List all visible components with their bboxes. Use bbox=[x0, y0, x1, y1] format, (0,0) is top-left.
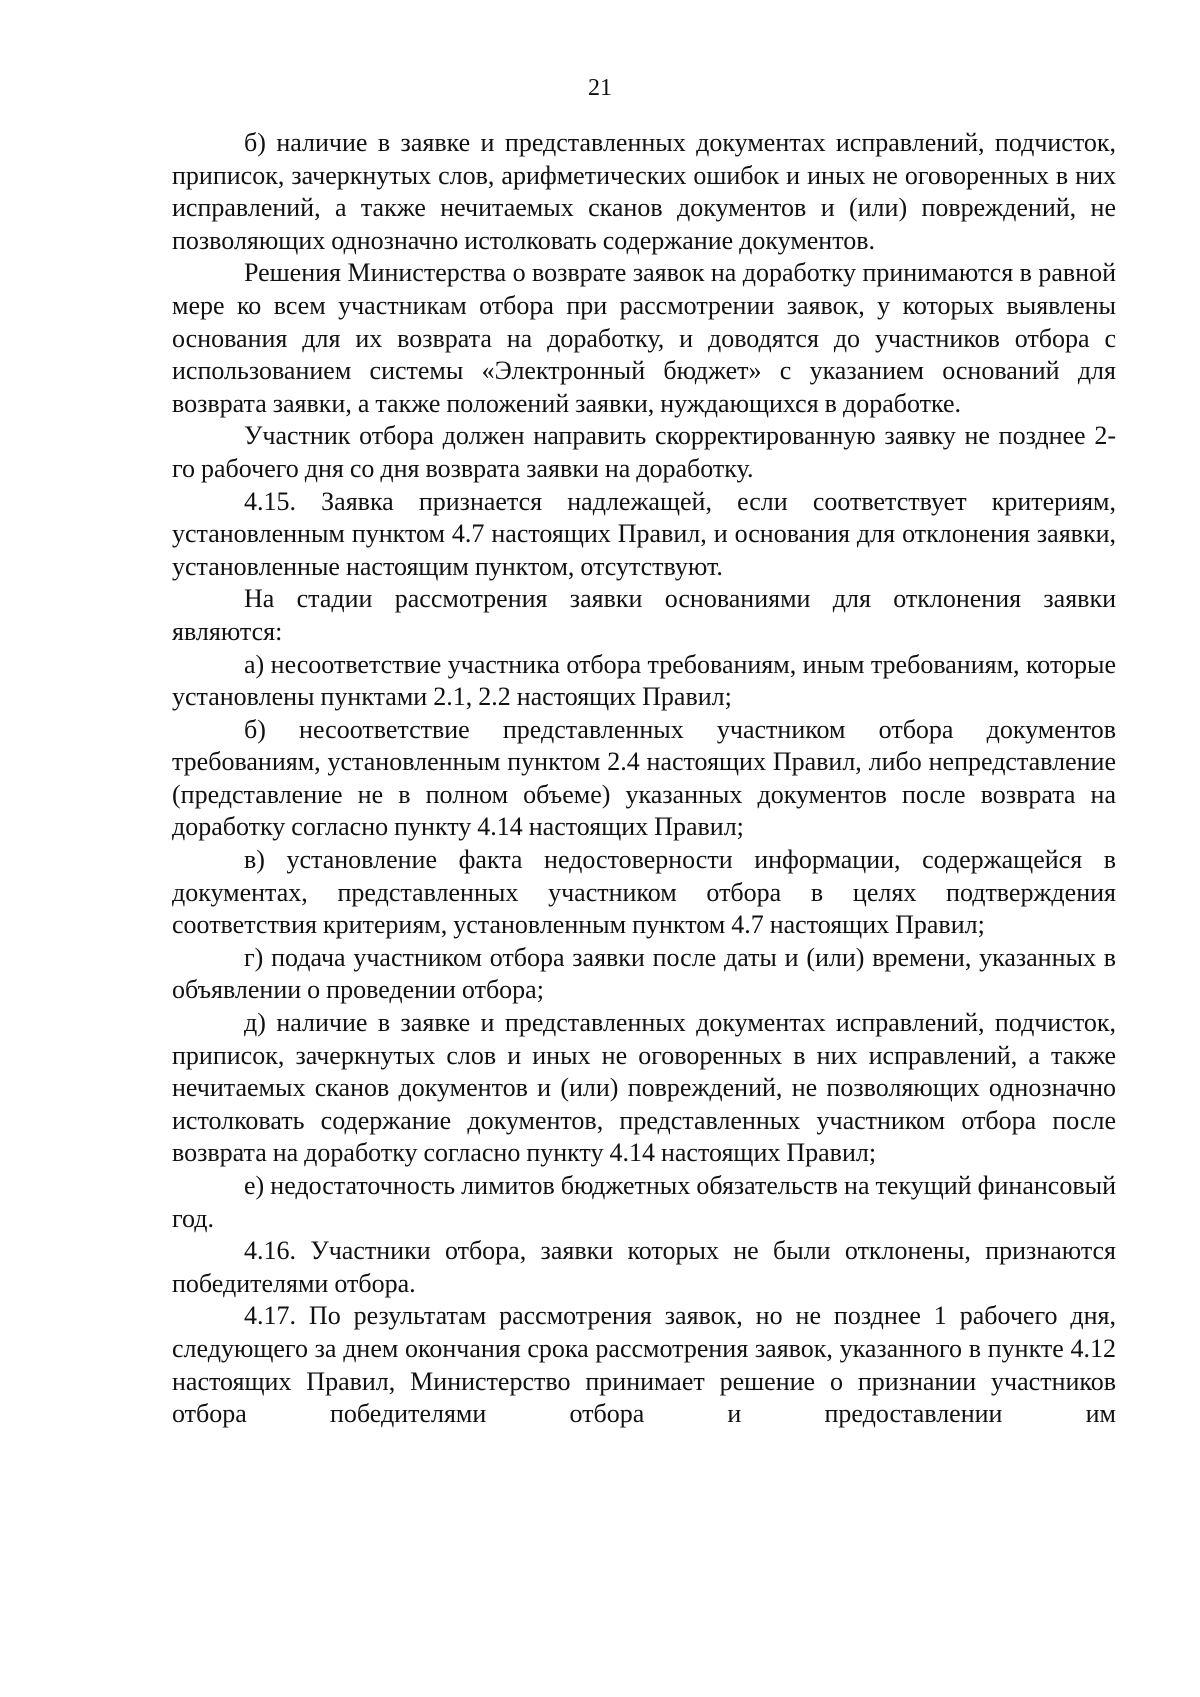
paragraph-ground-b: б) несоответствие представленных участником отбора документов требованиям, установленным пунктом 2.4 настоящих Правил, либо непредставление (представление не в полном объеме) указанных документов после возврата на доработку согласно пункту 4.14 настоящих Правил; bbox=[172, 714, 1116, 842]
document-body bbox=[172, 127, 1116, 1431]
paragraph-4-16: 4.16. Участники отбора, заявки которых не были отклонены, признаются победителями отбора. bbox=[172, 1236, 1116, 1298]
page-number: 21 bbox=[588, 75, 612, 101]
paragraph-4-15: 4.15. Заявка признается надлежащей, если соответствует критериям, установленным пунктом 4.7 настоящих Правил, и основания для отклонения заявки, установленные настоящим пунктом, отсутствуют. bbox=[172, 486, 1116, 581]
paragraph-ground-v: в) установление факта недостоверности информации, содержащейся в документах, представленных участником отбора в целях подтверждения соответствия критериям, установленным пунктом 4.7 настоящих Правил; bbox=[172, 845, 1116, 940]
paragraph-return-decisions: Решения Министерства о возврате заявок на доработку принимаются в равной мере ко всем участникам отбора при рассмотрении заявок, у которых выявлены основания для их возврата на доработку, и доводятся до участников отбора с использованием системы «Электронный бюджет» с указанием оснований для возврата заявки, а также положений заявки, нуждающихся в доработке. bbox=[172, 258, 1116, 418]
paragraph-rejection-grounds-intro: На стадии рассмотрения заявки основаниями для отклонения заявки являются: bbox=[172, 584, 1116, 646]
paragraph-4-17: 4.17. По результатам рассмотрения заявок, но не позднее 1 рабочего дня, следующего за днем окончания срока рассмотрения заявок, указанного в пункте 4.12 настоящих Правил, Министерство принимает решение о признании участников отбора победителями отбора и предоставлении им bbox=[172, 1301, 1116, 1429]
paragraph-ground-d: д) наличие в заявке и представленных документах исправлений, подчисток, приписок, зачеркнутых слов и иных не оговоренных в них исправлений, а также нечитаемых сканов документов и (или) повреждений, не позволяющих однозначно истолковать содержание документов, представленных участником отбора после возврата на доработку согласно пункту 4.14 настоящих Правил; bbox=[172, 1008, 1116, 1168]
paragraph-resubmission: Участник отбора должен направить скорректированную заявку не позднее 2-го рабочего дня со дня возврата заявки на доработку. bbox=[172, 421, 1116, 483]
paragraph-ground-g: г) подача участником отбора заявки после даты и (или) времени, указанных в объявлении о проведении отбора; bbox=[172, 942, 1116, 1005]
paragraph-ground-e: е) недостаточность лимитов бюджетных обязательств на текущий финансовый год. bbox=[172, 1171, 1116, 1233]
paragraph-b-defects: б) наличие в заявке и представленных документах исправлений, подчисток, приписок, зачеркнутых слов, арифметических ошибок и иных не оговоренных в них исправлений, а также нечитаемых сканов документов и (или) повреждений, не позволяющих однозначно истолковать содержание документов. bbox=[172, 128, 1116, 255]
paragraph-ground-a: а) несоответствие участника отбора требованиям, иным требованиям, которые установлены пунктами 2.1, 2.2 настоящих Правил; bbox=[172, 649, 1116, 712]
